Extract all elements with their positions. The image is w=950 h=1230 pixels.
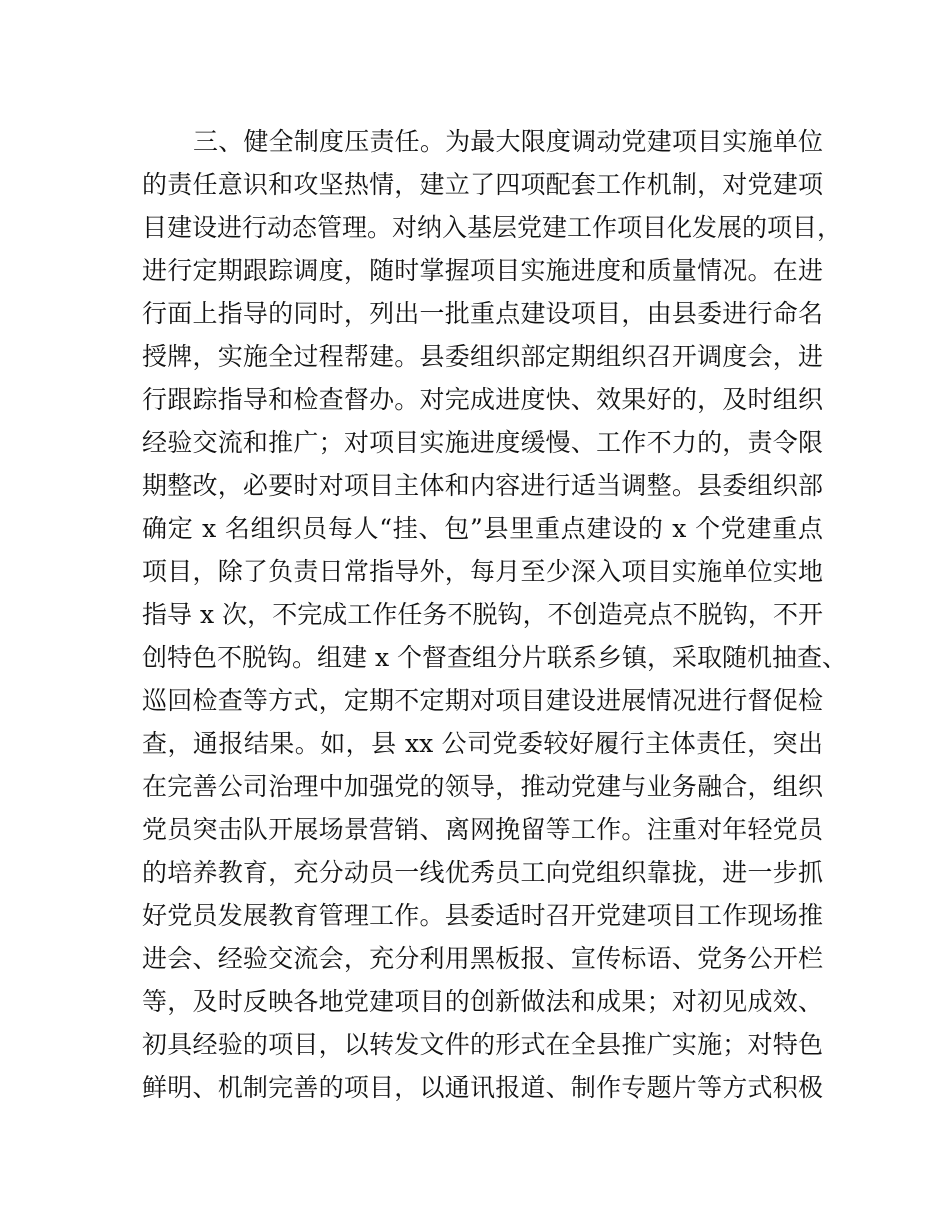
paragraph-line: 查，通报结果。如，县 xx 公司党委较好履行主体责任，突出 xyxy=(142,729,823,758)
paragraph-line: 进会、经验交流会，充分利用黑板报、宣传标语、党务公开栏 xyxy=(142,944,823,973)
paragraph-line: 巡回检查等方式，定期不定期对项目建设进展情况进行督促检 xyxy=(142,686,823,715)
paragraph-line: 目建设进行动态管理。对纳入基层党建工作项目化发展的项目， xyxy=(142,213,843,242)
paragraph-line: 鲜明、机制完善的项目，以通讯报道、制作专题片等方式积极 xyxy=(142,1073,823,1102)
paragraph-line: 初具经验的项目，以转发文件的形式在全县推广实施；对特色 xyxy=(142,1030,823,1059)
paragraph-line: 行跟踪指导和检查督办。对完成进度快、效果好的，及时组织 xyxy=(142,385,823,414)
paragraph-line: 经验交流和推广；对项目实施进度缓慢、工作不力的，责令限 xyxy=(142,428,823,457)
paragraph-line: 的责任意识和攻坚热情，建立了四项配套工作机制，对党建项 xyxy=(142,170,823,199)
paragraph-line: 授牌，实施全过程帮建。县委组织部定期组织召开调度会，进 xyxy=(142,342,823,371)
paragraph-line: 确定 x 名组织员每人“挂、包”县里重点建设的 x 个党建重点 xyxy=(142,514,823,543)
paragraph-line: 的培养教育，充分动员一线优秀员工向党组织靠拢，进一步抓 xyxy=(142,858,823,887)
paragraph-line: 行面上指导的同时，列出一批重点建设项目，由县委进行命名 xyxy=(142,299,823,328)
paragraph-line: 在完善公司治理中加强党的领导，推动党建与业务融合，组织 xyxy=(142,772,823,801)
paragraph-line: 进行定期跟踪调度，随时掌握项目实施进度和质量情况。在进 xyxy=(142,256,823,285)
paragraph-line: 创特色不脱钩。组建 x 个督查组分片联系乡镇，采取随机抽查、 xyxy=(142,643,847,672)
paragraph-line: 指导 x 次，不完成工作任务不脱钩，不创造亮点不脱钩，不开 xyxy=(142,600,823,629)
paragraph-line: 三、健全制度压责任。为最大限度调动党建项目实施单位 xyxy=(193,127,823,156)
paragraph-line: 项目，除了负责日常指导外，每月至少深入项目实施单位实地 xyxy=(142,557,823,586)
paragraph-line: 期整改，必要时对项目主体和内容进行适当调整。县委组织部 xyxy=(142,471,823,500)
paragraph-line: 等，及时反映各地党建项目的创新做法和成果；对初见成效、 xyxy=(142,987,823,1016)
paragraph-line: 党员突击队开展场景营销、离网挽留等工作。注重对年轻党员 xyxy=(142,815,823,844)
paragraph-line: 好党员发展教育管理工作。县委适时召开党建项目工作现场推 xyxy=(142,901,823,930)
